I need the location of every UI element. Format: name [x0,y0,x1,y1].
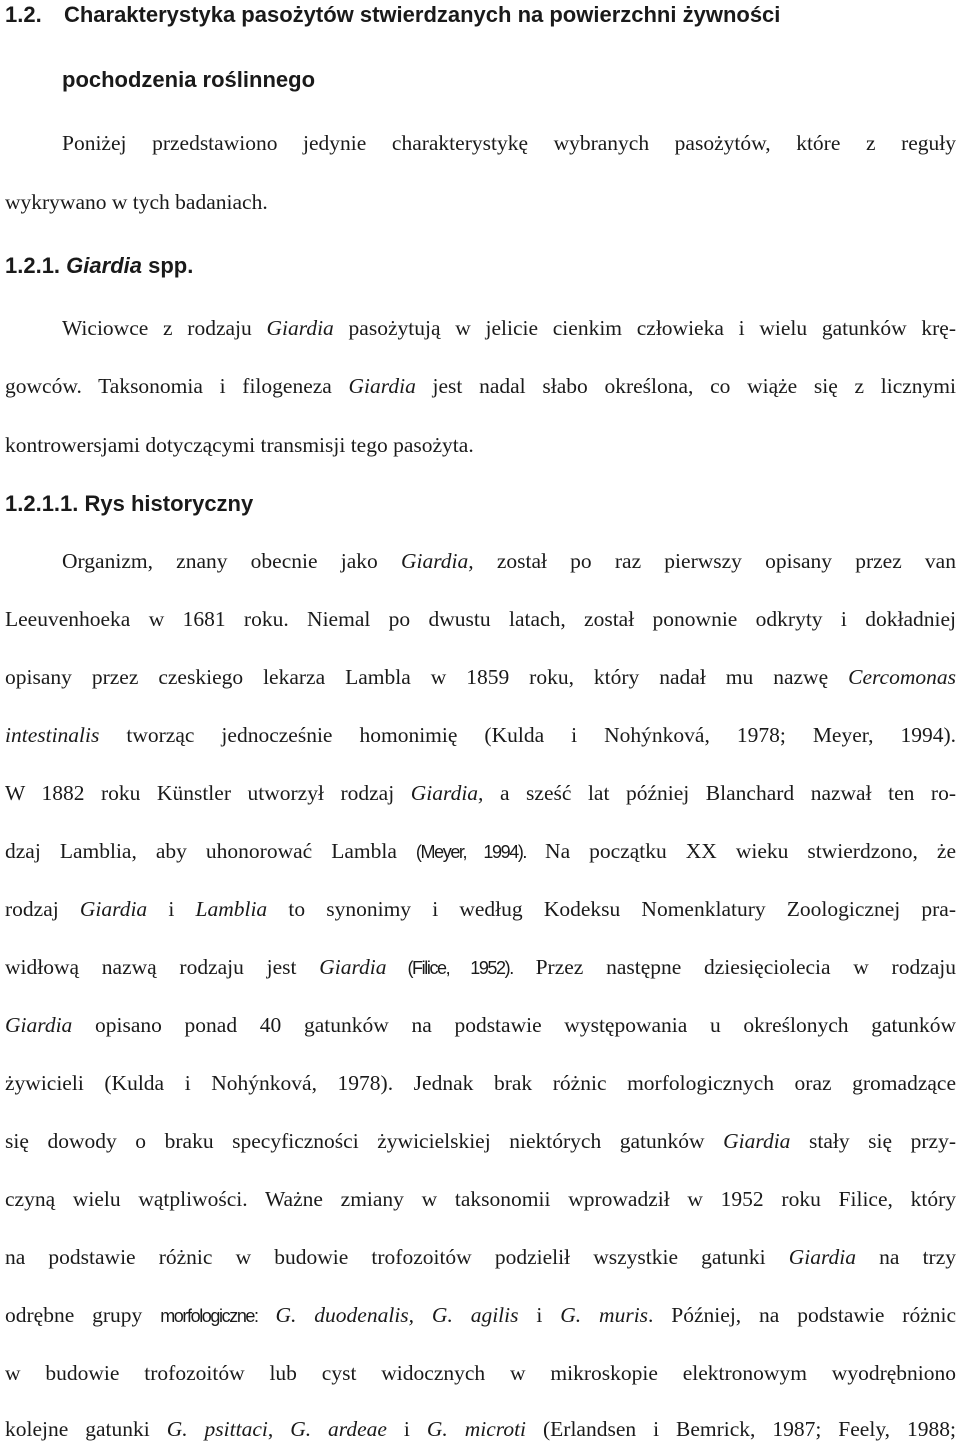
text-run: widłową nazwą rodzaju jest [5,955,320,979]
text-run: Organizm, znany obecnie jako [62,549,401,573]
paragraph-line [5,899,956,921]
subsection-genus: Giardia [66,253,142,278]
italic-run: Giardia [319,955,387,979]
italic-run: Lamblia [195,897,268,921]
paragraph-line: żywicieli (Kulda i Nohýnková, 1978). Jednak brak różnic morfologicznych oraz gromadzące [5,1071,956,1095]
italic-run: Giardia [348,374,416,398]
subsection-suffix: spp. [148,253,194,278]
italic-run: G. muris [560,1303,649,1327]
italic-run: G. microti [426,1417,527,1441]
paragraph-line [5,957,956,979]
italic-run: Giardia [5,1013,73,1037]
italic-run: G. duodenalis, G. agilis [257,1303,519,1327]
text-run: Leeuvenhoeka w 1681 roku. [5,607,289,631]
text-run: gowców. Taksonomia i filogeneza [5,374,349,398]
intro-line: wykrywano w tych badaniach. [5,190,268,214]
text-run: stały się przy- [790,1129,956,1153]
paragraph-line [5,725,956,747]
paragraph-line [5,1131,956,1153]
italic-run: intestinalis [5,723,100,747]
text-run: pasożytują w jelicie cienkim człowieka i wielu gatunków krę- [333,316,956,340]
paragraph-line [5,841,956,863]
text-run: W 1882 roku Künstler utworzył rodzaj [5,781,411,805]
text-run: . Później, na podstawie różnic [648,1303,957,1327]
italic-run: Giardia [79,897,148,921]
citation-run: morfologiczne: [160,1306,258,1326]
text-run: opisano ponad 40 gatunków na podstawie występowania u określonych gatunków [72,1013,956,1037]
italic-run: Giardia [266,316,334,340]
text-run: , [267,1417,291,1441]
paragraph-line: czyną wielu wątpliwości. Ważne zmiany w taksonomii wprowadził w 1952 roku Filice, który [5,1187,956,1211]
italic-run: Giardia, [400,549,474,573]
text-run: odrębne grupy [5,1303,161,1327]
italic-run: G. psittaci [166,1417,268,1441]
text-run: Niemal po dwustu latach, został ponownie odkryty i dokładniej [288,607,956,631]
citation-run: (Filice, 1952). [386,958,513,978]
section-title: Charakterystyka pasożytów stwierdzanych na powierzchni żywności [63,2,781,27]
text-run: rodzaj [5,897,80,921]
intro-line: Poniżej przedstawiono jedynie charakterystykę wybranych pasożytów, które z reguły [62,131,956,155]
italic-run: Giardia [723,1129,791,1153]
text-run: opisany przez czeskiego lekarza Lambla w 1859 roku, który nadał mu nazwę [5,665,849,689]
text-run: Na początku XX wieku stwierdzono, że [526,839,956,863]
text-run: Wiciowce z rodzaju [62,316,267,340]
italic-run: Cercomonas [848,665,956,689]
section-heading [5,4,956,26]
paragraph-line [5,1305,956,1327]
text-run: kolejne gatunki [5,1417,167,1441]
citation-run: (Meyer, 1994). [415,842,527,862]
text-run: jest nadal słabo określona, co wiąże się z licznymi [415,374,956,398]
italic-run: Giardia [788,1245,857,1269]
section-number: 1.2. [5,2,42,27]
paragraph-line: kontrowersjami dotyczącymi transmisji tego pasożyta. [5,433,474,457]
text-run: to synonimy i według Kodeksu Nomenklatury Zoologicznej pra- [267,897,956,921]
text-run: i [386,1417,427,1441]
text-run: dzaj Lamblia, aby uhonorować Lambla [5,839,416,863]
text-run: się dowody o braku specyficzności żywicielskiej niektórych gatunków [5,1129,724,1153]
paragraph-line: w budowie trofozoitów lub cyst widocznych w mikroskopie elektronowym wyodrębniono [5,1361,956,1385]
section-title-continued: pochodzenia roślinnego [62,67,316,92]
italic-run: G. ardeae [290,1417,387,1441]
text-run: tworząc jednocześnie homonimię (Kulda i Nohýnková, 1978; Meyer, 1994). [99,723,956,747]
paragraph-line [5,1419,956,1441]
paragraph-line [5,1247,956,1269]
text-run: na trzy [856,1245,957,1269]
text-run: Przez następne dziesięciolecia w rodzaju [512,955,957,979]
paragraph-line [62,551,956,573]
subsection-number: 1.2.1. [5,253,61,278]
paragraph-line [5,667,956,689]
text-run: został po raz pierwszy opisany przez van [473,549,956,573]
paragraph-line [5,783,956,805]
text-run: a sześć lat później Blanchard nazwał ten ro- [483,781,956,805]
italic-run: Giardia, [410,781,484,805]
paragraph-line [62,318,956,340]
text-run: na podstawie różnic w budowie trofozoitów podzielił wszystkie gatunki [5,1245,789,1269]
paragraph-line [5,609,956,631]
text-run: (Erlandsen i Bemrick, 1987; Feely, 1988; [526,1417,956,1441]
text-run: i [518,1303,561,1327]
paragraph-line [5,1015,956,1037]
paragraph-line [5,376,956,398]
subsection-heading [5,255,956,277]
text-run: i [147,897,196,921]
history-heading: 1.2.1.1. Rys historyczny [5,491,254,516]
